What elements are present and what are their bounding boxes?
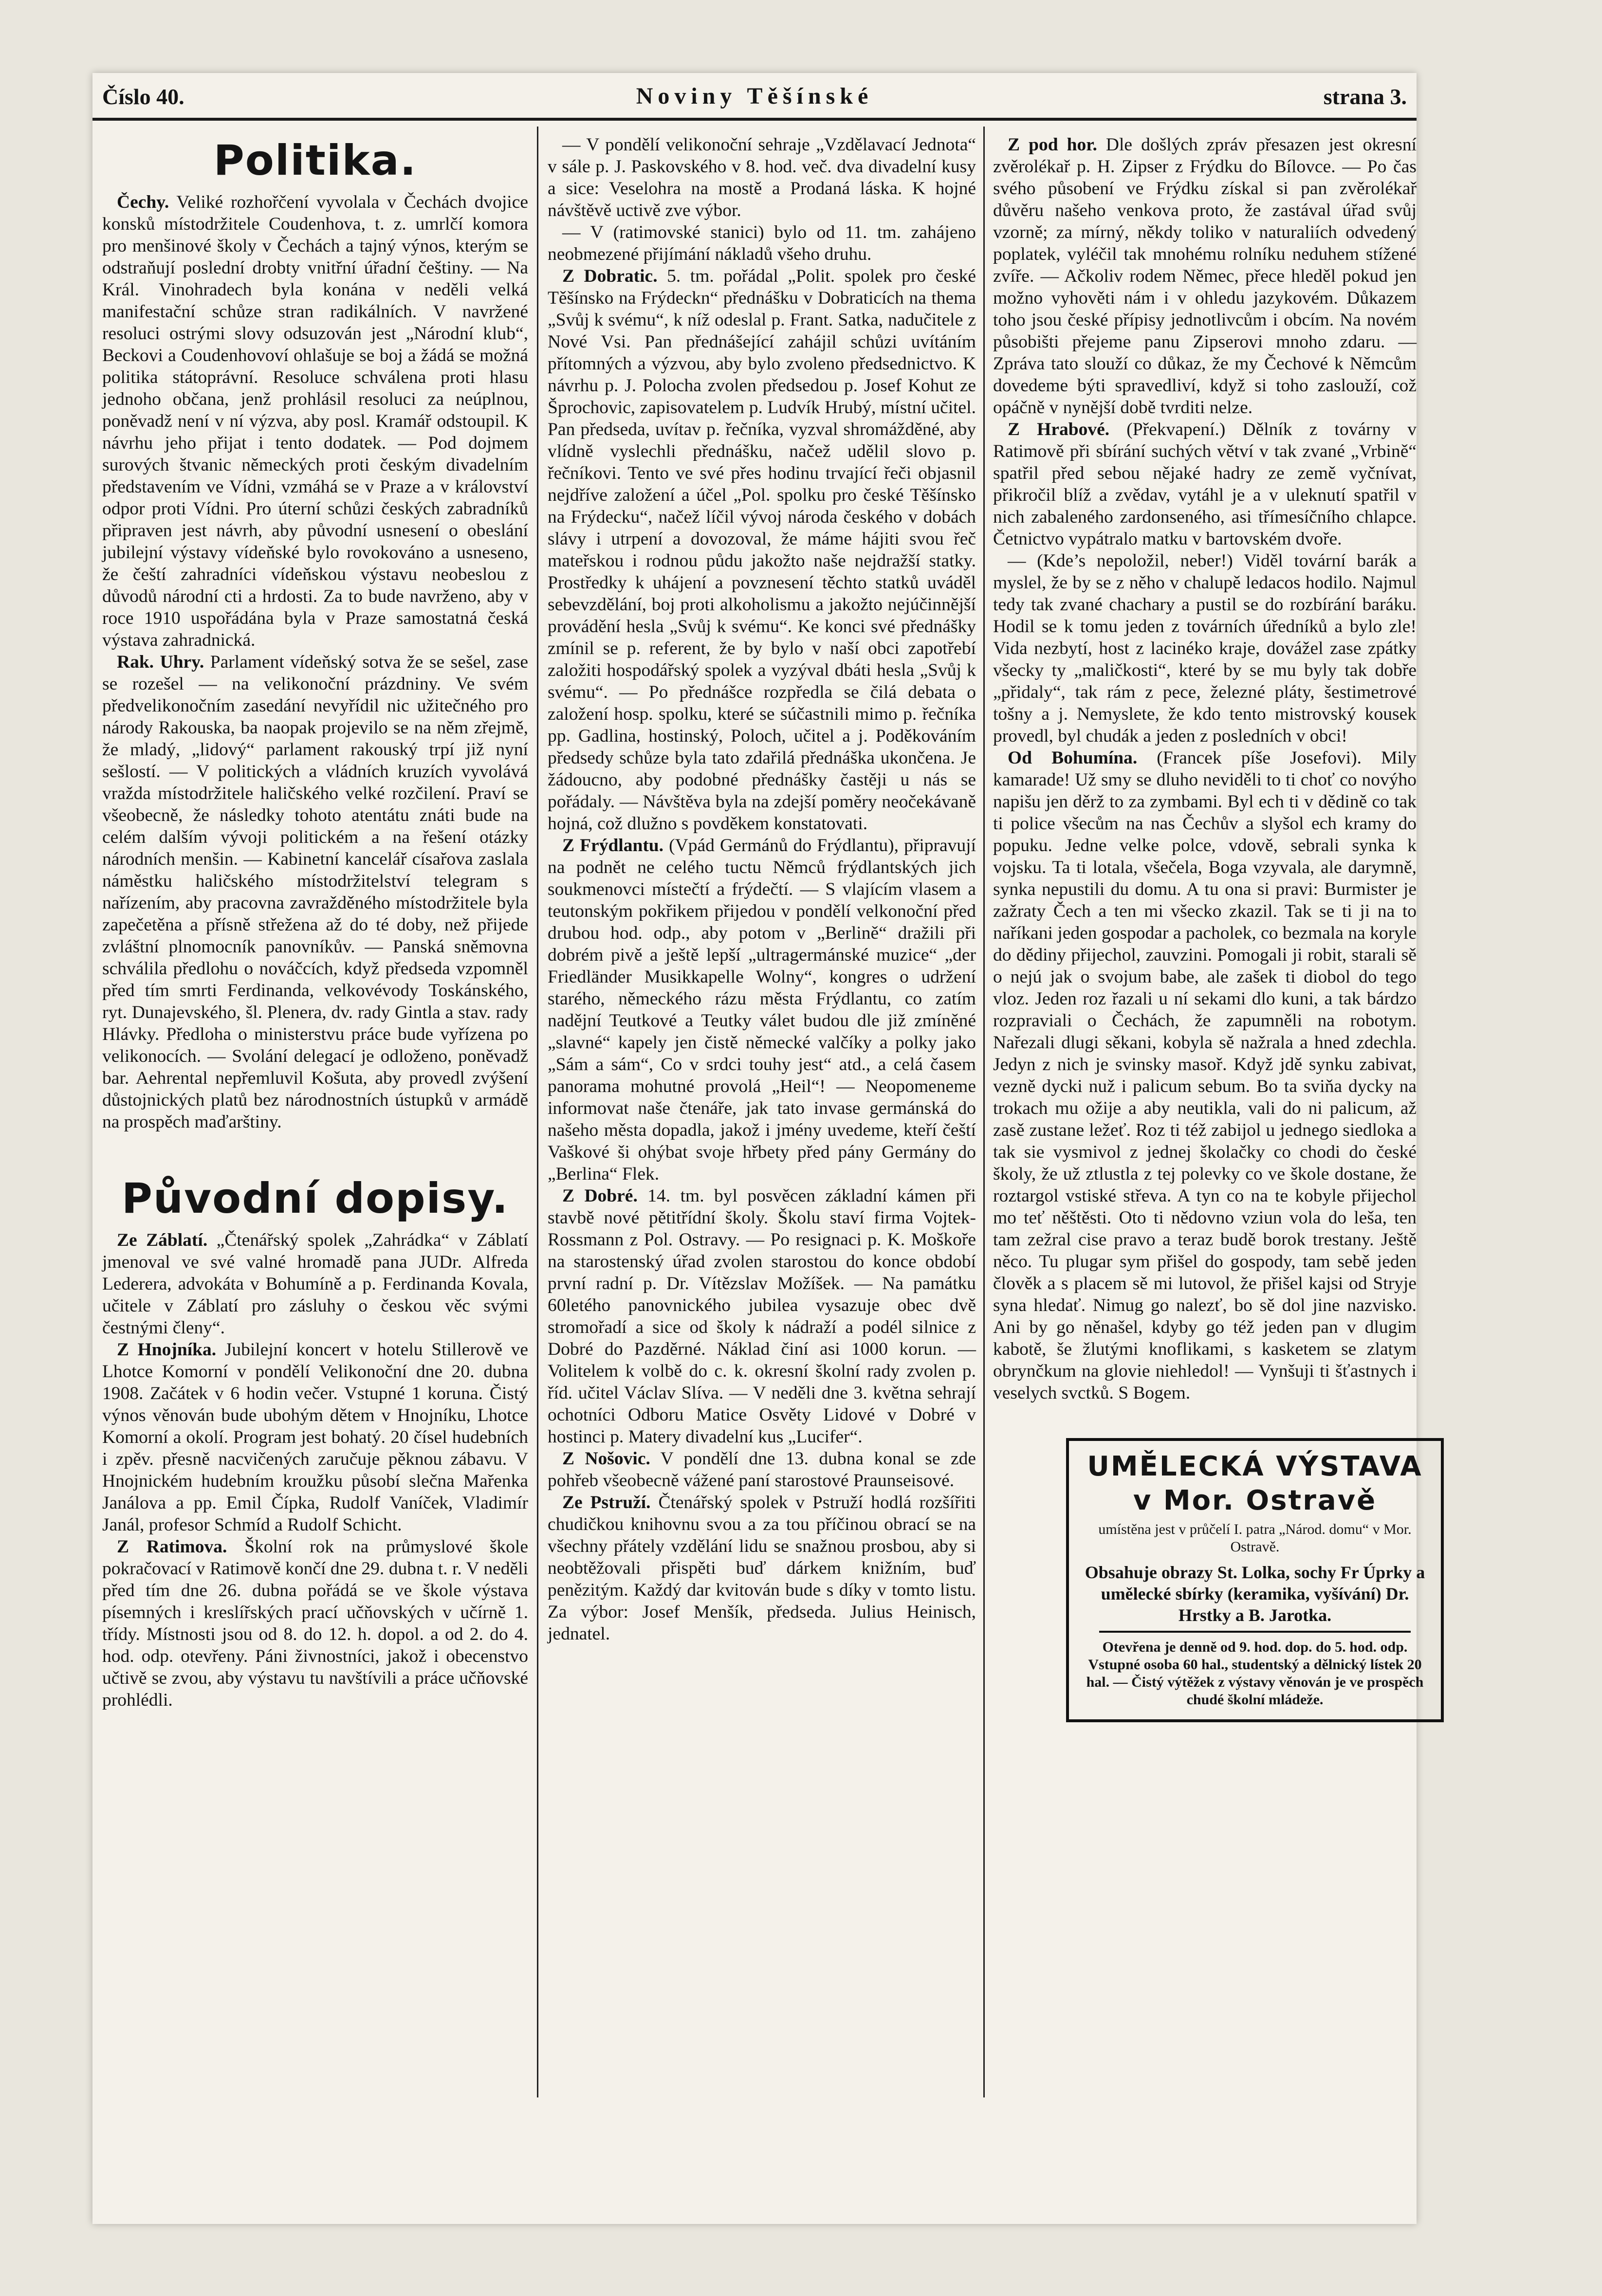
article-text: (Vpád Germánů do Frýdlantu), připravují na podnět ne celého tuctu Němců frýdlantských jich soukmenovci místečtí a frýdečtí. — S vlajícím vlasem a teutonským pokřikem přijedou v pondělí velkonoční před drubou hod. odp., aby potom v „Berlině“ dražili při dobrém pivě a ještě lepší „ultragermánské muzice“ „der Friedländer Musikkapelle Wolny“, kongres o udržení starého, německého rázu města Frýdlantu, co zatím nadějní Teutkové a Teutky válet budou dle již zmíněné „slavné“ kapely jen čistě německé valčíky a polky jako „Sám a sám“, Co v srdci touhy jest“ atd., a celá časem panorama mohutné provolá „Heil“! — Neopomeneme informovat naše čtenáře, jak tato invase germánská do našeho města dopadla, jakož i jmény uvedeme, kteří čeští Vaškové ši ohýbat svoje hřbety před pány Germány do „Berlina“ Flek. [548, 836, 976, 1184]
article-text: Veliké rozhořčení vyvolala v Čechách dvojice konsků místodržitele Coudenhova, t. z. umrlčí komora pro menšinové školy v Čechách a tajný výnos, kterým se odstraňují poslední drobty vnitřní úřadní češtiny. — Na Král. Vinohradech byla konána v neděli velká manifestační schůze stran radikálních. V navržené resoluci ostrými slovy odsuzován jest „Národní klub“, Beckovi a Coudenhovoví ohlašuje se boj a žádá se možná politika státoprávní. Resoluce schválena proti hlasu jednoho občana, jenž prohlásil resoluci za neúplnou, poněvadž není v ní výzva, aby posl. Kramář odstoupil. K návrhu jeho přijat i tento dodatek. — Pod dojmem surových štvanic německých proti českým divadelním představením ve Vídni, vzmáhá se v Praze a v království odpor proti Vídni. Pro úterní schůzi českých zabradníků připraven jest návrh, aby původní usnesení o obeslání jubilejní výstavy vídeňské bylo rovokováno a usneseno, že čeští zahradníci vídeňskou výstavu neobeslou z důvodů národní cti a hrdosti. Za to bude navrženo, aby v roce 1910 uspořádána byla v Praze samostatná česká výstava zahradnická. [102, 192, 528, 650]
article-paragraph [993, 747, 1417, 1404]
article-paragraph [102, 1229, 528, 1339]
article-lead: Z Hnojníka. [117, 1340, 217, 1360]
article-paragraph [548, 835, 976, 1185]
ad-title-location: v Mor. Ostravě [1133, 1485, 1377, 1516]
column-2 [548, 134, 976, 1645]
page-number: strana 3. [1323, 84, 1407, 109]
article-paragraph [993, 134, 1417, 419]
column-divider [983, 127, 985, 2097]
article-lead: Ze Záblatí. [117, 1230, 208, 1250]
article-text: Parlament vídeňský sotva že se sešel, zase se rozešel — na velikonoční prázdniny. Ve svém předvelikonočním zasedání nevyřídil nic užitečného pro národy Rakouska, ba naopak projevilo se na něm zřejmě, že mladý, „lidový“ parlament rakouský trpí již nyní sešlostí. — V politických a vládních kruzích vyvolává vražda místodržitele haličského velké rozčilení. Praví se všeobecně, že následky tohoto atentátu znáti bude na celém dalším vývoji politickém a na řešení otázky národních menšin. — Kabinetní kancelář císařova zaslala náměstku haličského místodržitelství telegram s nařízením, aby pracovna zavražděného místodržitele byla zapečetěna a přísně střežena až do té doby, než přijede zvláštní plnomocník panovníkův. — Panská sněmovna schválila předlohu o nováčcích, když předseda vzpomněl před tím smrti Ferdinanda, velkovévody Toskánského, ryt. Dunajevského, šl. Plenera, dv. rady Gintla a stav. rady Hlávky. Předloha o ministerstvu práce bude vyřízena po velikonocích. — Svolání delegací je odloženo, poněvadž bar. Aehrental nepřemluvil Košuta, aby provedl zvýšení důstojnických platů bez národnostních ústupků v armádě na prospěch maďarštiny. [102, 652, 528, 1132]
article-paragraph [102, 1339, 528, 1536]
article-lead: Z Dobré. [562, 1186, 638, 1206]
article-text: Školní rok na průmyslové škole pokračovací v Ratimově končí dne 29. dubna t. r. V neděli před tím dne 26. dubna pořádá se ve škole výstava písemných i kreslířských prací učňovských v učírně 1. třídy. Místnosti jsou od 8. do 12. h. dopol. a od 2. do 4. hod. odp. otevřeny. Páni živnostníci, jakož i obecenstvo učtivě se zvou, aby výstavu tu navštívili a práce učňovské prohlédli. [102, 1537, 528, 1710]
article-lead: Ze Pstruží. [562, 1493, 651, 1512]
article-paragraph [993, 419, 1417, 550]
article-text: V pondělí dne 13. dubna konal se zde pohřeb všeobecně vážené paní starostové Praunseisové. [548, 1449, 976, 1491]
exhibition-advertisement [1066, 1438, 1444, 1722]
article-lead: Čechy. [117, 192, 169, 212]
article-lead: Od Bohumína. [1008, 748, 1138, 768]
article-text: 14. tm. byl posvěcen základní kámen při stavbě nové pětitřídní školy. Školu staví firma Vojtek-Rossmann z Pol. Ostravy. — Po resignaci p. K. Moškoře na starostenský úřad zvolen starostou do konce období první radní p. Dr. Vítězslav Možíšek. — Na památku 60letého panovnického jubilea vysazuje obec dvě stromořadí a sice od školy k nádraží a podél silnice z Dobré do Pazděrné. Náklad činí asi 1000 korun. — Volitelem k volbě do c. k. okresní školní rady zvolen p. říd. učitel Václav Slíva. — V neděli dne 3. května sehrají ochotníci Odboru Matice Osvěty Lidové v Dobré v hostinci p. Matery divadelní kus „Lucifer“. [548, 1186, 976, 1447]
ad-divider [1099, 1631, 1411, 1633]
page-header [92, 73, 1417, 117]
article-text: (Francek píše Josefovi). Mily kamarade! Už smy se dluho neviděli to ti choť co novýho napišu jen děrž to za zymbami. Byl ech ti v dědině co tak ti police všecům na nas Čechův a slyšol ech kramy do popuku. Jedne velke polce, vdově, sebrali synka k vojsku. Ta ti lotala, všečela, Boga vzyvala, ale darymně, synka nepustili du domu. A tu ona si pravi: Burmister je zažraty Čech a ten mi všecko zkazil. Tak se ti ji na to naříkani jeden gospodar a pacholek, co bezmala na koryle do dědiny přijechol, zauvzini. Pomogali ji robit, starali sě o nejú jak o svojum babe, ale zašek ti diobol do tego vloz. Jeden roz řazali u ní sekami dlo kuni, a tak bárdzo rozpraviali o Čechách, že zapumněli na robotym. Nařezali dlugi sěkani, kobyla sě nažrala a hned zdechla. Jedyn z nich je svinsky masoř. Když jdě synku zabivat, vezně dycki nuž i palicum sebum. Bo ta sviňa dycky na trokach mu ožije a aby neutikla, vali do ni palicum, až zasě zustane ležeť. Roz ti též zabijol u jednego siedloka a tak sie vysmivol z jednej školačky co chodi do české školy, že už ztlustla z tej polevky co ve škole dostane, že roztargol vstiské střeva. A tyn co na te kobyle přijechol mo teť něštěsti. Oto ti nědovno vziun vola do leša, ten tam zežral cise pravo a teraz budě borok trestany. Ještě něco. Tu plugar sym přišel do gospody, tam sebě jeden člověk a s placem sě mi lutovol, že přišel kajsi od Stryje syna hledať. Nimug go nalezť, bo sě dol jine nazvisko. Ani by go něnašel, kdyby go též jeden pan v dlugim kabotě, še žlutými knoflikami, s kasketem se zlatym obrynčkum na glovie niehledol! — Vynšuji ti šťastnych i veselych svctků. S Bogem. [993, 748, 1417, 1403]
section-title-dopisy: Původní dopisy. [121, 1174, 509, 1223]
article-lead: Rak. Uhry. [117, 652, 204, 672]
article-paragraph [102, 1536, 528, 1711]
article-lead: Z Frýdlantu. [562, 836, 664, 856]
article-text: (Překvapení.) Dělník z továrny v Ratimově při sbírání suchých větví v tak zvané „Vrbině“ spatřil před sebou nějaké hadry ze země vyčnívat, přikročil blíž a zvědav, vytáhl je a v uleknutí spatřil v nich zabaleného zardonseného, asi třímesíčního chlapce. Četnictvo vypátralo matku v bartovském dvoře. [993, 419, 1417, 549]
column-divider [537, 127, 538, 2097]
masthead: Noviny Těšínské [636, 83, 873, 109]
issue-number: Číslo 40. [102, 84, 184, 109]
article-text: Jubilejní koncert v hotelu Stillerově ve Lhotce Komorní v pondělí Velikonoční dne 20. dubna 1908. Začátek v 6 hodin večer. Vstupné 1 koruna. Čistý výnos věnován bude ubohým dětem v Hnojníku, Lhotce Komorní a okolí. Program jest bohatý. 20 čísel hudebních i zpěv. přesně nacvičených zaručuje pěknou zábavu. V Hnojnickém hudebním kroužku působí slečna Mařenka Janálova a pp. Emil Čípka, Rudolf Vaníček, Vladimír Janál, profesor Schmíd a Rudolf Schicht. [102, 1340, 529, 1535]
column-1 [102, 134, 528, 1711]
newspaper-page [92, 73, 1425, 2224]
article-lead: Z Hrabové. [1008, 419, 1110, 439]
article-text: „Čtenářský spolek „Zahrádka“ v Záblatí jmenoval ve své valné hromadě pana JUDr. Alfreda Lederera, advokáta v Bohumíně a p. Ferdinanda Kovala, učitele v Záblatí pro zásluhy o českou věc svými čestnými členy“. [102, 1230, 528, 1338]
article-text: — V (ratimovské stanici) bylo od 11. tm. zahájeno neobmezené přijímání nákladů všeho druhu. [548, 222, 976, 264]
article-lead: Z pod hor. [1008, 135, 1097, 155]
ad-location: umístěna jest v průčelí I. patra „Národ. domu“ v Mor. Ostravě. [1098, 1521, 1412, 1555]
article-paragraph [548, 1492, 976, 1645]
header-rule [92, 118, 1417, 121]
article-text: Čtenářský spolek v Pstruží hodlá rozšířiti chudičkou knihovnu svou a za tou příčinou obrací se na všechny přátely vzdělání lidu se snažnou prosbou, aby si neobtěžovali přispěti buď dárkem knižním, buď penězitým. Každý dar kvitován bude s díky v tomto listu. Za výbor: Josef Menšík, předseda. Julius Heinisch, jednatel. [548, 1493, 976, 1644]
article-paragraph [548, 265, 976, 835]
article-lead: Z Dobratic. [562, 266, 658, 286]
ad-body: Obsahuje obrazy St. Lolka, sochy Fr Úprky a umělecké sbírky (keramika, vyšívání) Dr. Hrstky a B. Jarotka. [1085, 1563, 1425, 1625]
article-lead: Z Ratimova. [117, 1537, 227, 1557]
article-paragraph [548, 134, 976, 221]
ad-hours: Otevřena je denně od 9. hod. dop. do 5. hod. odp. Vstupné osoba 60 hal., studentský a dělnický lístek 20 hal. — Čistý výtěžek z výstavy věnován je ve prospěch chudé školní mládeže. [1086, 1639, 1424, 1708]
article-text: 5. tm. pořádal „Polit. spolek pro české Těšínsko na Frýdeckn“ přednášku v Dobraticích na thema „Svůj k svému“, k níž odeslal p. Frant. Satka, nadučitele z Nové Vsi. Pan přednášející zahájil schůzi uvítáním přítomných a výzvou, aby bylo zvoleno předsednictvo. K návrhu p. J. Polocha zvolen předsedou p. Josef Kohut ze Šprochovic, zapisovatelem p. Ludvík Hrubý, místní učitel. Pan předseda, uvítav p. řečníka, vyzval shromážděné, aby vlídně vyslechli přednášku, načež udělil slovo p. řečníkovi. Tento ve své přes hodinu trvající řeči objasnil nejdříve založení a účel „Pol. spolku pro české Těšínsko na Frýdecku“, načež líčil vývoj národa českého v dobách slávy i utrpení a dovozoval, že máme hájiti svou řeč mateřskou i rodnou půdu jakožto naše nejdražší statky. Prostředky k uhájení a povznesení těchto statků uváděl sebevzdělání, boj proti alkoholismu a jakožto nejúčinnější provádění hesla „Svůj k svému“. Ke konci své přednášky zmínil se p. referent, že by bylo v naší obci zapotřebí založiti hospodářský spolek a vyzýval dbáti hesla „Svůj k svému“. — Po přednášce rozpředla se čilá debata o založení hosp. spolku, které se súčastnili mimo p. řečníka pp. Gadlina, hostinský, Poloch, učitel a j. Poděkováním předsedy schůze byla tato zdařilá přednáška ukončena. Je žádoucno, aby podobné přednášky častěji u nás se pořádaly. — Návštěva byla na zdejší poměry neočekávaně hojná, což dlužno s povděkem konstatovati. [548, 266, 976, 834]
article-paragraph [548, 1185, 976, 1448]
article-paragraph [548, 221, 976, 265]
article-paragraph [548, 1448, 976, 1492]
article-paragraph [102, 191, 528, 651]
article-paragraph [102, 651, 528, 1133]
article-lead: Z Nošovic. [562, 1449, 650, 1469]
ad-title: UMĚLECKÁ VÝSTAVA [1087, 1451, 1423, 1482]
column-3 [993, 134, 1425, 1722]
section-title-politika: Politika. [213, 136, 417, 185]
article-text: Dle došlých zpráv přesazen jest okresní zvěrolékař p. H. Zipser z Frýdku do Bílovce. — Po čas svého působení ve Frýdku získal si pan zvěrolékař důvěru našeho venkova proto, že zastával úřad svůj vzorně; za mírný, někdy toliko v naturaliích odvedený poplatek, vyléčil tak mnohému rolníku neduhem stížené zvíře. — Ačkoliv rodem Němec, přece hleděl pokud jen možno vyhověti nám i v ohledu jazykovém. Důkazem toho jsou české přípisy jednotlivcům i obcím. Na novém působišti přejeme panu Zipserovi mnoho zdaru. — Zpráva tato slouží co důkaz, že my Čechové k Němcům dovedeme býti spravedliví, když si toho zaslouží, což opáčně v nynější době tvrditi nelze. [993, 135, 1417, 418]
article-paragraph [993, 550, 1417, 747]
article-text: — (Kde’s nepoložil, neber!) Viděl tovární barák a myslel, že by se z něho v chalupě ledacos hodilo. Najmul tedy tak zvané chachary a pustil se do rozbírání baráku. Hodil se k tomu jeden z továrních úředníků a bylo zle! Vida nezbytí, host z lacinéko kraje, dovážel zase zpátky všecky ty „maličkosti“, které by se mu byly tak dobře „přidaly“, tak rám z pece, železné pláty, šestimetrové tošny a j. Nemyslete, že kdo tento mistrovský kousek provedl, byl chudák a jeden z posledních v obci! [993, 551, 1417, 746]
article-text: — V pondělí velikonoční sehraje „Vzdělavací Jednota“ v sále p. J. Paskovského v 8. hod. več. dva divadelní kusy a sice: Veselohra na mostě a Prodaná láska. K hojné návštěvě uctivě zve výbor. [548, 135, 976, 220]
